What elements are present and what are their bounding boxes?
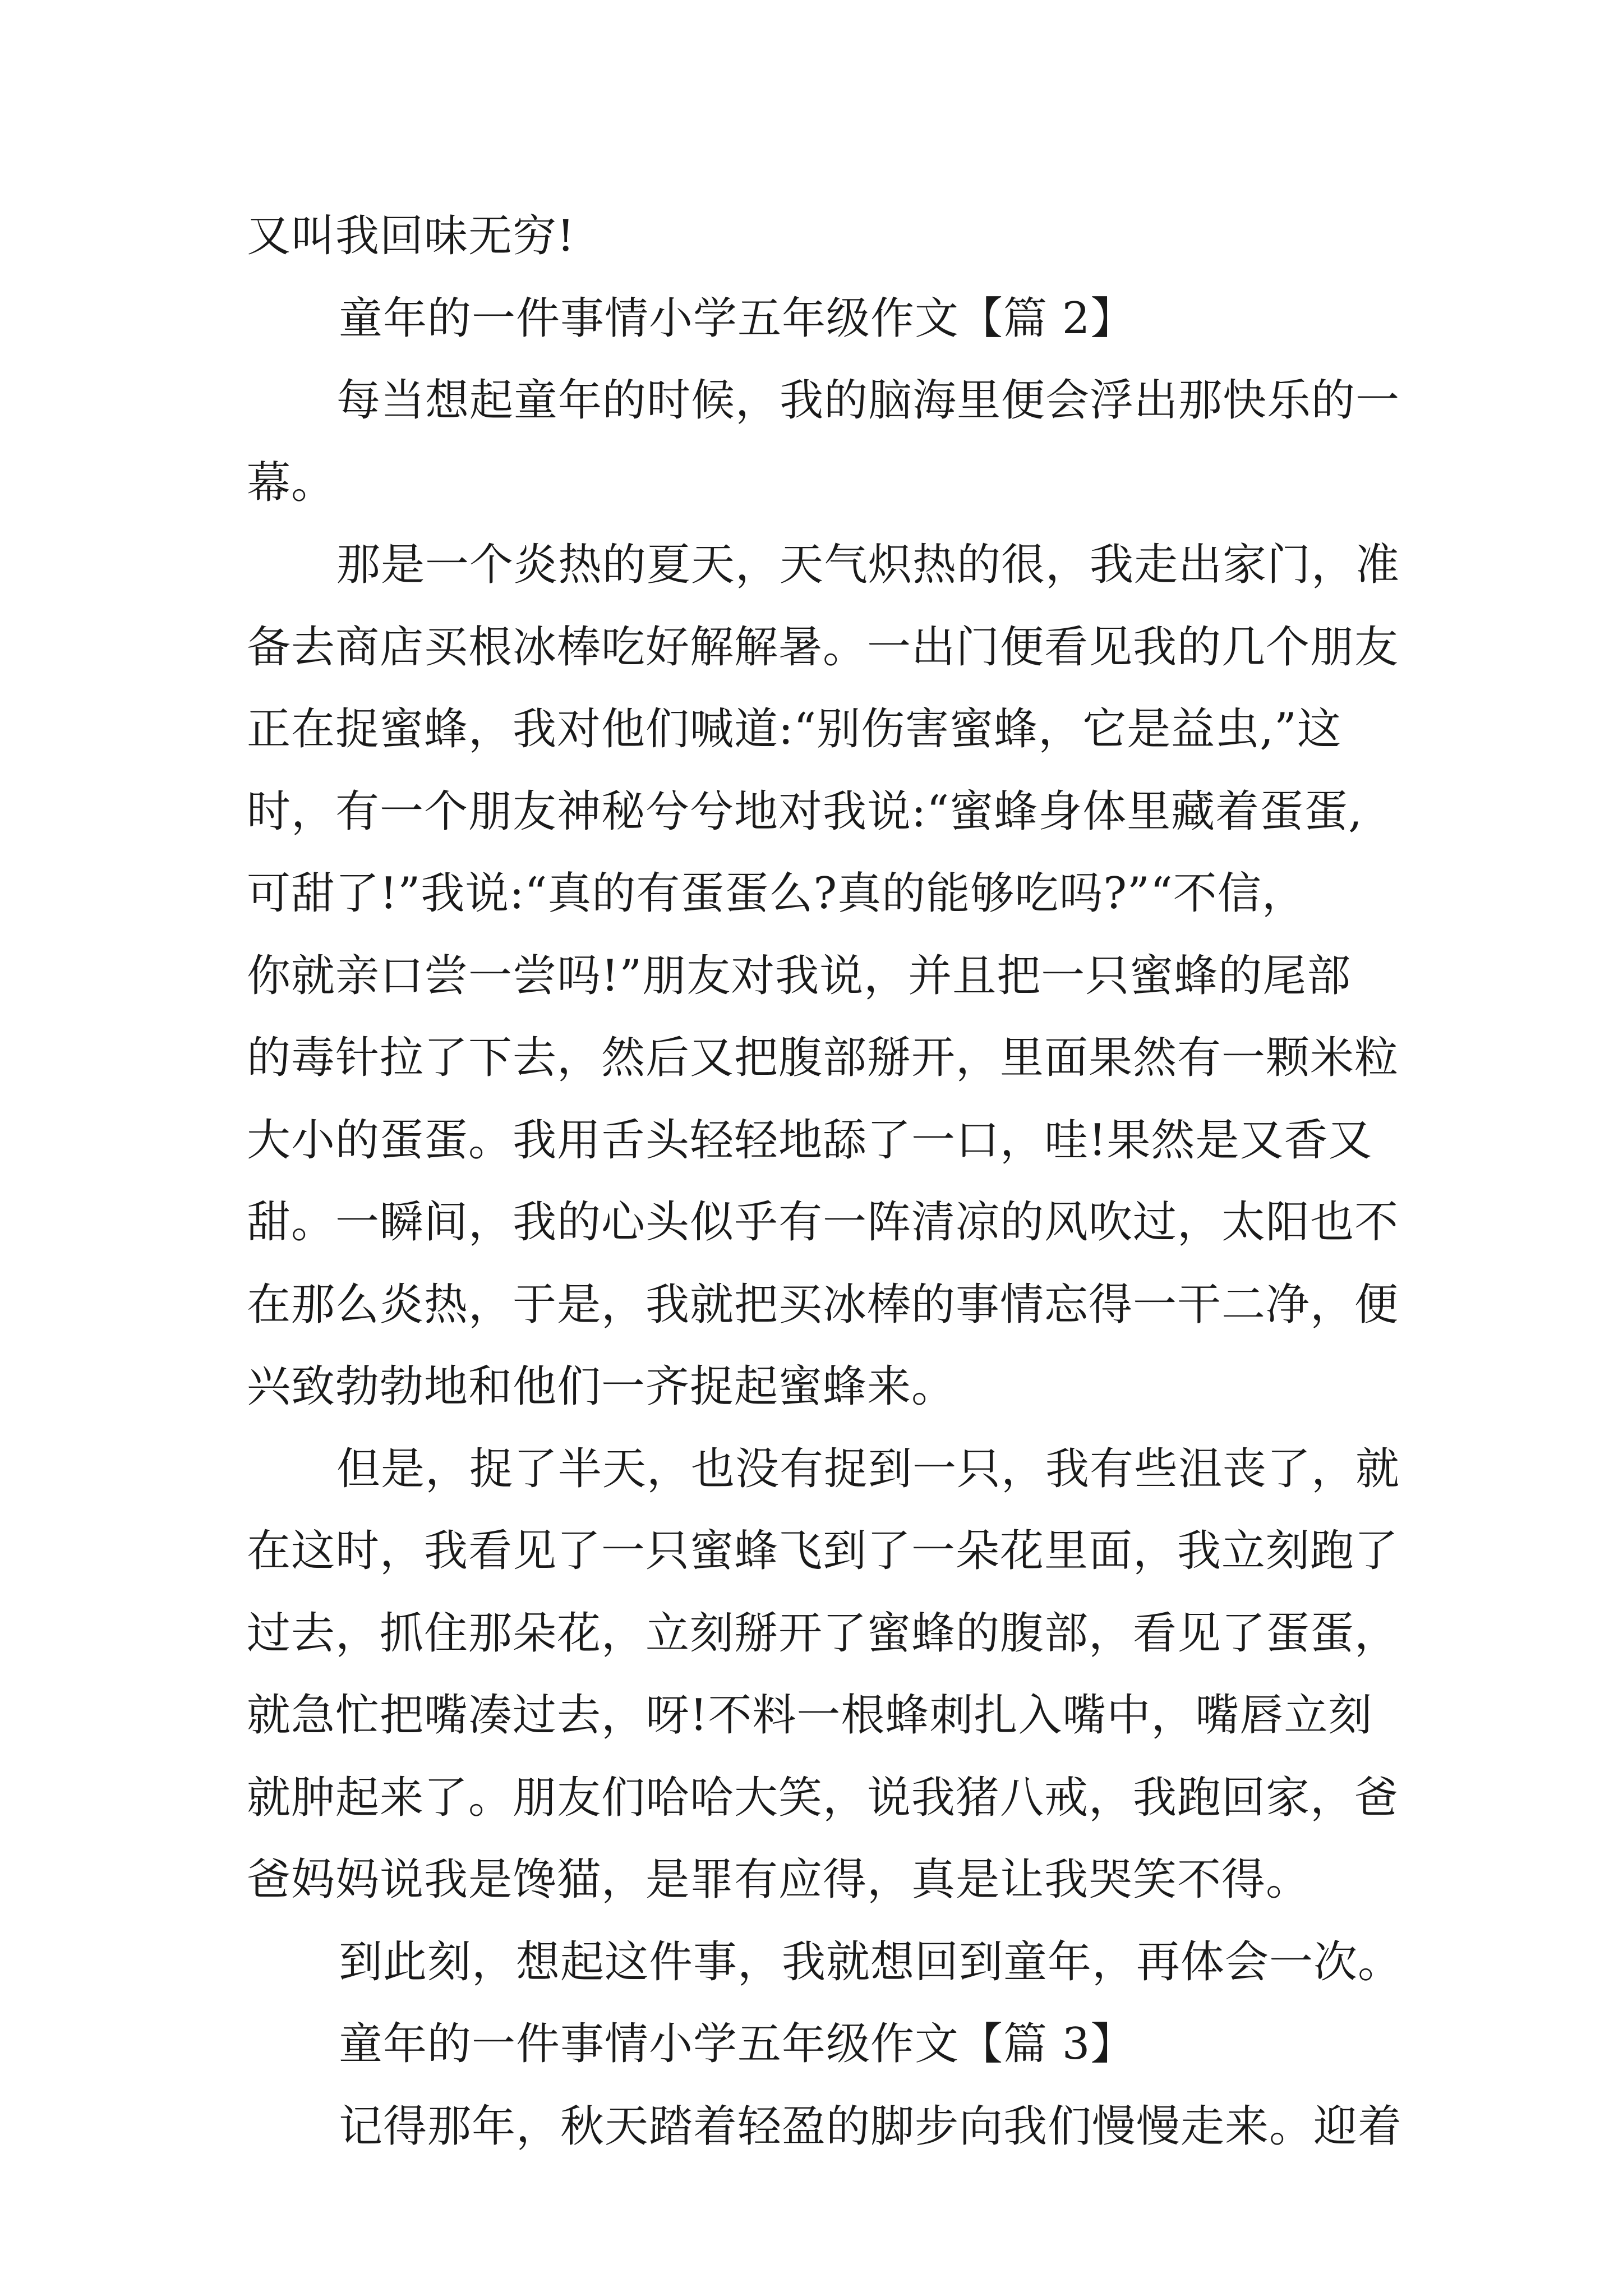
essay-line: 爸妈妈说我是馋猫，是罪有应得，真是让我哭笑不得。 <box>247 1855 1311 1905</box>
essay-line: 记得那年，秋天踏着轻盈的脚步向我们慢慢走来。迎着 <box>339 2101 1403 2152</box>
section-title: 童年的一件事情小学五年级作文【篇 2】 <box>339 293 1135 344</box>
essay-line: 那是一个炎热的夏天，天气炽热的很，我走出家门，准 <box>336 540 1400 590</box>
essay-line: 你就亲口尝一尝吗!”朋友对我说，并且把一只蜜蜂的尾部 <box>247 950 1352 1001</box>
essay-text-block <box>247 195 1447 2168</box>
section-title: 童年的一件事情小学五年级作文【篇 3】 <box>339 2019 1135 2069</box>
essay-line: 幕。 <box>247 457 336 508</box>
essay-line: 在这时，我看见了一只蜜蜂飞到了一朵花里面，我立刻跑了 <box>247 1526 1399 1576</box>
essay-line: 正在捉蜜蜂，我对他们喊道:“别伤害蜜蜂，它是益虫,”这 <box>247 704 1341 754</box>
essay-line: 可甜了!”我说:“真的有蛋蛋么?真的能够吃吗?”“不信， <box>247 868 1306 919</box>
essay-line: 又叫我回味无穷! <box>247 211 575 261</box>
essay-line: 备去商店买根冰棒吃好解解暑。一出门便看见我的几个朋友 <box>247 622 1399 673</box>
essay-line: 过去，抓住那朵花，立刻掰开了蜜蜂的腹部，看见了蛋蛋， <box>247 1608 1399 1659</box>
essay-line: 但是，捉了半天，也没有捉到一只，我有些沮丧了，就 <box>336 1443 1400 1494</box>
essay-line: 每当想起童年的时候，我的脑海里便会浮出那快乐的一 <box>336 375 1400 426</box>
essay-line: 兴致勃勃地和他们一齐捉起蜜蜂来。 <box>247 1361 956 1412</box>
essay-line: 到此刻，想起这件事，我就想回到童年，再体会一次。 <box>339 1936 1403 1987</box>
essay-line: 时，有一个朋友神秘兮兮地对我说:“蜜蜂身体里藏着蛋蛋, <box>247 786 1363 837</box>
essay-line: 甜。一瞬间，我的心头似乎有一阵清凉的风吹过，太阳也不 <box>247 1197 1399 1248</box>
essay-line: 就肿起来了。朋友们哈哈大笑，说我猪八戒，我跑回家，爸 <box>247 1772 1399 1823</box>
essay-line: 大小的蛋蛋。我用舌头轻轻地舔了一口，哇!果然是又香又 <box>247 1115 1373 1166</box>
essay-line: 就急忙把嘴凑过去，呀!不料一根蜂刺扎入嘴中，嘴唇立刻 <box>247 1690 1373 1741</box>
essay-line: 在那么炎热，于是，我就把买冰棒的事情忘得一干二净，便 <box>247 1279 1399 1330</box>
essay-line: 的毒针拉了下去，然后又把腹部掰开，里面果然有一颗米粒 <box>247 1033 1399 1083</box>
